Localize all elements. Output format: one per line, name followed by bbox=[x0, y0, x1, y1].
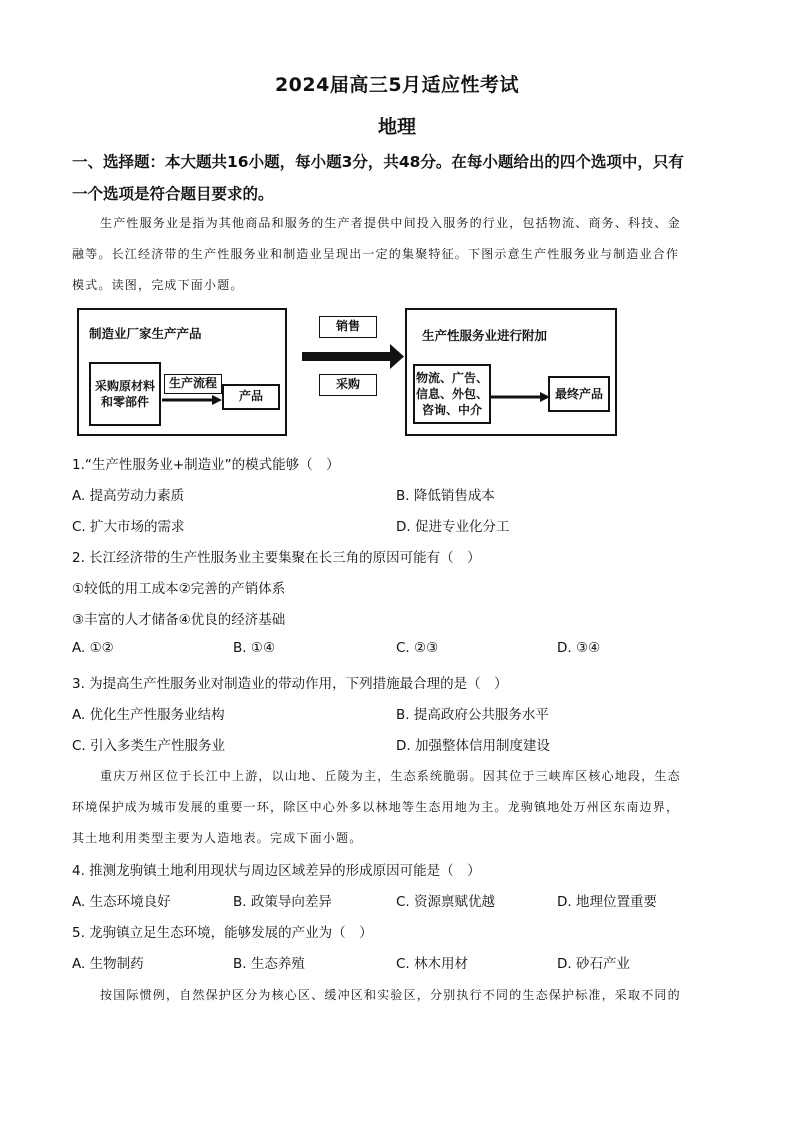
passage2-line1: 重庆万州区位于长江中上游，以山地、丘陵为主，生态系统脆弱。因其位于三峡库区核心地段，生态 bbox=[100, 769, 681, 783]
q1-option-b: B. 降低销售成本 bbox=[396, 488, 495, 504]
final-product-label: 最终产品 bbox=[554, 387, 603, 401]
q1-option-a: A. 提高劳动力素质 bbox=[72, 488, 185, 504]
q5-stem: 5. 龙驹镇立足生态环境，能够发展的产业为（ ） bbox=[72, 925, 373, 941]
passage1-line3: 模式。读图，完成下面小题。 bbox=[72, 278, 244, 292]
diagram-arrows bbox=[72, 300, 722, 445]
q3-option-b: B. 提高政府公共服务水平 bbox=[396, 707, 549, 723]
raw-materials-label: 采购原材料 和零部件 bbox=[94, 379, 155, 409]
cooperation-diagram bbox=[72, 300, 722, 445]
q1-option-d: D. 促进专业化分工 bbox=[396, 519, 510, 535]
q2-option-b: B. ①④ bbox=[233, 640, 276, 656]
passage1-line2: 融等。长江经济带的生产性服务业和制造业呈现出一定的集聚特征。下图示意生产性服务业与制造业合作 bbox=[72, 247, 680, 261]
services-list-label: 物流、广告、 信息、外包、 咨询、中介 bbox=[415, 371, 488, 417]
process-label: 生产流程 bbox=[168, 376, 217, 390]
q5-option-c: C. 林木用材 bbox=[396, 956, 469, 972]
q2-stem: 2. 长江经济带的生产性服务业主要集聚在长三角的原因可能有（ ） bbox=[72, 550, 481, 566]
product-label: 产品 bbox=[238, 389, 263, 403]
passage3-line1: 按国际惯例，自然保护区分为核心区、缓冲区和实验区，分别执行不同的生态保护标准，采取不同的 bbox=[100, 988, 681, 1002]
q5-option-d: D. 砂石产业 bbox=[557, 956, 630, 972]
q4-option-c: C. 资源禀赋优越 bbox=[396, 894, 496, 910]
q2-statements-1: ①较低的用工成本②完善的产销体系 bbox=[72, 581, 286, 597]
buy-label: 采购 bbox=[335, 377, 360, 391]
q3-option-d: D. 加强整体信用制度建设 bbox=[396, 738, 550, 754]
service-title: 生产性服务业进行附加 bbox=[422, 328, 548, 343]
q3-option-c: C. 引入多类生产性服务业 bbox=[72, 738, 226, 754]
q1-option-c: C. 扩大市场的需求 bbox=[72, 519, 185, 535]
q2-option-c: C. ②③ bbox=[396, 640, 439, 656]
q3-option-a: A. 优化生产性服务业结构 bbox=[72, 707, 225, 723]
q5-option-a: A. 生物制药 bbox=[72, 956, 144, 972]
exam-title: 2024届高三5月适应性考试 bbox=[274, 74, 520, 96]
q4-option-a: A. 生态环境良好 bbox=[72, 894, 171, 910]
section-heading-line2: 一个选项是符合题目要求的。 bbox=[72, 185, 274, 203]
q4-option-b: B. 政策导向差异 bbox=[233, 894, 332, 910]
section-heading-line1: 一、选择题：本大题共16小题，每小题3分，共48分。在每小题给出的四个选项中，只有 bbox=[72, 153, 684, 171]
q4-stem: 4. 推测龙驹镇土地利用现状与周边区域差异的形成原因可能是（ ） bbox=[72, 863, 481, 879]
passage2-line3: 其土地利用类型主要为人造地表。完成下面小题。 bbox=[72, 831, 363, 845]
q4-option-d: D. 地理位置重要 bbox=[557, 894, 657, 910]
passage2-line2: 环境保护成为城市发展的重要一环，除区中心外多以林地等生态用地为主。龙驹镇地处万州区东南边界， bbox=[72, 800, 680, 814]
passage1-line1: 生产性服务业是指为其他商品和服务的生产者提供中间投入服务的行业，包括物流、商务、科技、金 bbox=[100, 216, 681, 230]
subject-title: 地理 bbox=[377, 116, 416, 138]
manufacturer-title: 制造业厂家生产产品 bbox=[89, 326, 202, 341]
q1-stem: 1.“生产性服务业+制造业”的模式能够（ ） bbox=[72, 457, 340, 473]
q2-option-d: D. ③④ bbox=[557, 640, 601, 656]
q2-option-a: A. ①② bbox=[72, 640, 114, 656]
q2-statements-2: ③丰富的人才储备④优良的经济基础 bbox=[72, 612, 286, 628]
q3-stem: 3. 为提高生产性服务业对制造业的带动作用，下列措施最合理的是（ ） bbox=[72, 676, 508, 692]
sell-label: 销售 bbox=[335, 319, 360, 333]
q5-option-b: B. 生态养殖 bbox=[233, 956, 305, 972]
